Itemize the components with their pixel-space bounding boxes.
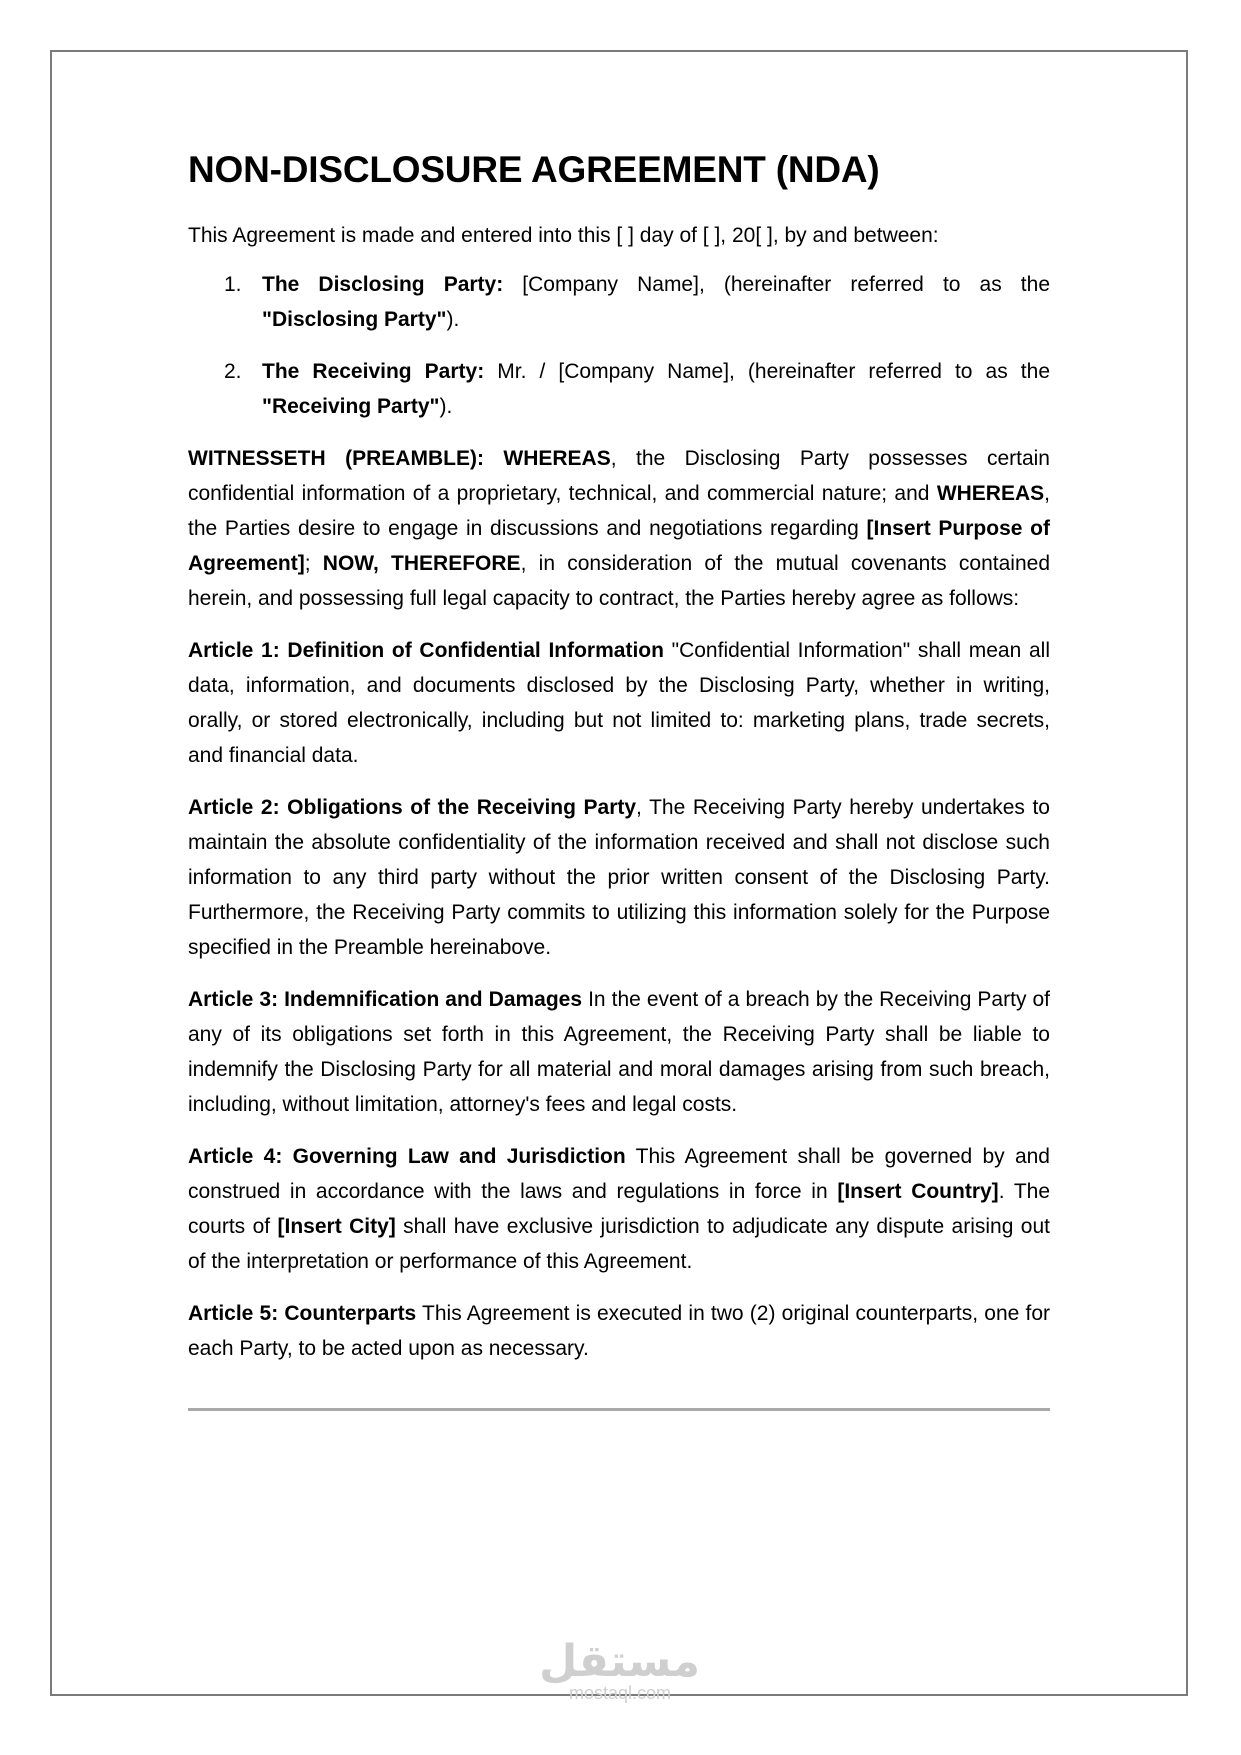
party-tail: ). (446, 308, 460, 332)
party-item-disclosing (188, 267, 1050, 337)
party-alias: "Receiving Party" (262, 395, 440, 419)
watermark (539, 1636, 700, 1703)
party-alias: "Disclosing Party" (262, 308, 447, 332)
article-placeholder: [Insert City] (277, 1215, 396, 1239)
preamble-paragraph (188, 441, 1050, 616)
list-number: 1. (224, 273, 242, 297)
article-1 (188, 633, 1050, 773)
article-heading: Article 1: Definition of Confidential Information (188, 639, 664, 663)
parties-list (188, 267, 1050, 424)
article-heading: Article 4: Governing Law and Jurisdiction (188, 1145, 626, 1169)
article-placeholder: [Insert Country] (837, 1180, 999, 1204)
article-text: "Confidential Information" shall mean all data, information, and documents disclosed by the Disclosing Party, whether in writing, orally, or stored electronically, including but not limited to: marketing plans, trade secrets, and financial data. (188, 639, 1050, 768)
article-text: In the event of a breach by the Receiving Party of any of its obligations set forth in this Agreement, the Receiving Party shall be liable to indemnify the Disclosing Party for all material and moral damages arising from such breach, including, without limitation, attorney's fees and legal costs. (188, 988, 1050, 1117)
horizontal-divider (188, 1408, 1050, 1411)
preamble-text: ; (304, 552, 323, 576)
preamble-bold: WHEREAS (936, 482, 1045, 506)
list-number: 2. (224, 360, 242, 384)
watermark-url: mostaql.com (568, 1683, 672, 1703)
party-item-receiving (188, 354, 1050, 424)
preamble-text: , the Parties desire to engage in discussions and negotiations regarding (188, 482, 1050, 541)
article-text: This Agreement is executed in two (2) original counterparts, one for each Party, to be acted upon as necessary. (188, 1302, 1050, 1361)
article-heading: Article 5: Counterparts (188, 1302, 417, 1326)
article-text: shall have exclusive jurisdiction to adjudicate any dispute arising out of the interpretation or performance of this Agreement. (188, 1215, 1050, 1274)
article-text: . The courts of (188, 1180, 1051, 1239)
party-text: [Company Name], (hereinafter referred to as the (503, 273, 1050, 297)
party-tail: ). (439, 395, 453, 419)
article-5 (188, 1296, 1050, 1366)
document-body (188, 148, 1050, 1411)
preamble-bold: [Insert Purpose of Agreement] (188, 517, 1050, 576)
preamble-text: , in consideration of the mutual covenants contained herein, and possessing full legal capacity to contract, the Parties hereby agree as follows: (188, 552, 1050, 611)
party-label: The Disclosing Party: (262, 273, 504, 297)
article-text: , The Receiving Party hereby undertakes to maintain the absolute confidentiality of the information received and shall not disclose such information to any third party without the prior written consent of the Disclosing Party. Furthermore, the Receiving Party commits to utilizing this information solely for the Purpose specified in the Preamble hereinabove. (188, 796, 1050, 960)
article-text: This Agreement shall be governed by and construed in accordance with the laws and regulations in force in (188, 1145, 1050, 1204)
article-4 (188, 1139, 1050, 1279)
preamble-bold: NOW, THEREFORE (322, 552, 521, 576)
preamble-text: , the Disclosing Party possesses certain confidential information of a proprietary, technical, and commercial nature; and (188, 447, 1050, 506)
preamble-bold: WITNESSETH (PREAMBLE): WHEREAS (188, 447, 611, 471)
party-text: Mr. / [Company Name], (hereinafter referred to as the (484, 360, 1050, 384)
document-title: NON-DISCLOSURE AGREEMENT (NDA) (188, 149, 880, 190)
article-2 (188, 790, 1050, 965)
party-label: The Receiving Party: (262, 360, 485, 384)
article-heading: Article 3: Indemnification and Damages (188, 988, 583, 1012)
watermark-logo: مستقل (539, 1636, 700, 1687)
article-3 (188, 982, 1050, 1122)
intro-paragraph: This Agreement is made and entered into this [ ] day of [ ], 20[ ], by and between: (188, 224, 939, 248)
article-heading: Article 2: Obligations of the Receiving Party (188, 796, 637, 820)
